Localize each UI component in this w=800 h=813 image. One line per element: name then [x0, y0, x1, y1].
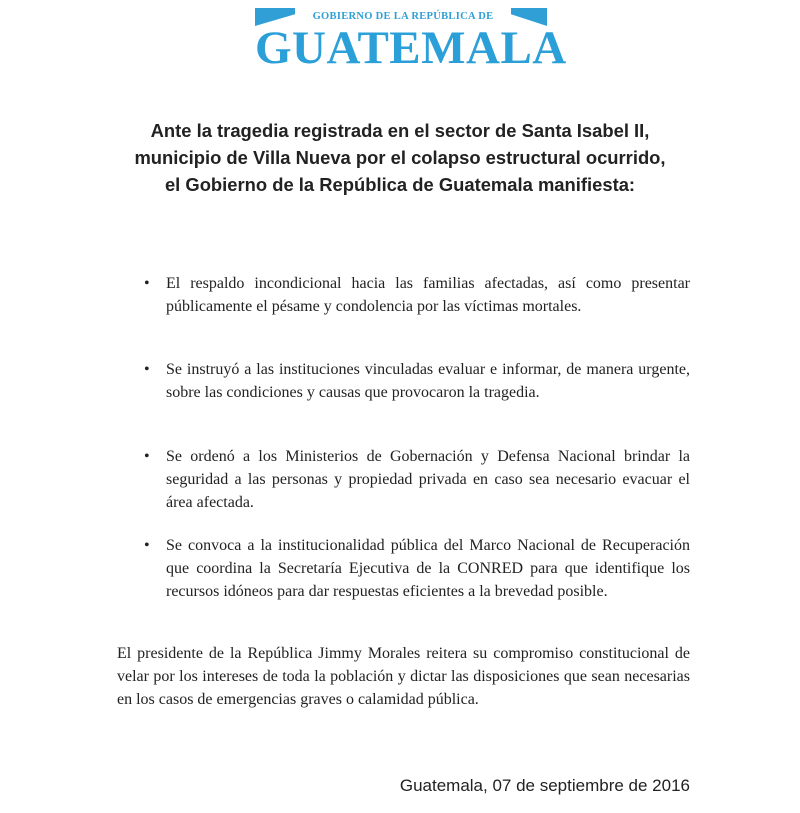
- government-logo: [255, 8, 567, 74]
- bullet-dot: •: [144, 361, 150, 378]
- bullet-dot: •: [144, 537, 150, 554]
- bullet-dot: •: [144, 275, 150, 292]
- statement-heading: [80, 117, 720, 198]
- bullet-item: [144, 445, 690, 514]
- heading-line: el Gobierno de la República de Guatemala manifiesta:: [164, 174, 636, 195]
- bullet-text: El respaldo incondicional hacia las familias afectadas, así como presentar públicamente el pésame y condolencia por las víctimas mortales.: [166, 275, 690, 315]
- bullet-item: [144, 534, 690, 603]
- heading-line: municipio de Villa Nueva por el colapso estructural ocurrido,: [134, 147, 666, 168]
- logo-top-line: GOBIERNO DE LA REPÚBLICA DE: [312, 11, 494, 22]
- heading-line: Ante la tragedia registrada en el sector de Santa Isabel II,: [150, 120, 650, 141]
- bullet-item: [144, 272, 690, 318]
- bullet-text: Se convoca a la institucionalidad pública del Marco Nacional de Recuperación que coordina la Secretaría Ejecutiva de la CONRED para que identifique los recursos idóneos para dar respuestas eficientes a la brevedad posible.: [166, 537, 690, 600]
- bullet-dot: •: [144, 448, 150, 465]
- date-line: Guatemala, 07 de septiembre de 2016: [399, 776, 690, 795]
- bullet-text: Se instruyó a las instituciones vinculadas evaluar e informar, de manera urgente, sobre las condiciones y causas que provocaron la tragedia.: [166, 361, 690, 401]
- bullet-item: [144, 358, 690, 404]
- bullet-text: Se ordenó a los Ministerios de Gobernación y Defensa Nacional brindar la seguridad a las personas y propiedad privada en caso sea necesario evacuar el área afectada.: [166, 448, 690, 511]
- logo-name: GUATEMALA: [255, 22, 567, 74]
- closing-paragraph: El presidente de la República Jimmy Morales reitera su compromiso constitucional de velar por los intereses de toda la población y dictar las disposiciones que sean necesarias en los casos de emergencias graves o calamidad pública.: [117, 645, 690, 708]
